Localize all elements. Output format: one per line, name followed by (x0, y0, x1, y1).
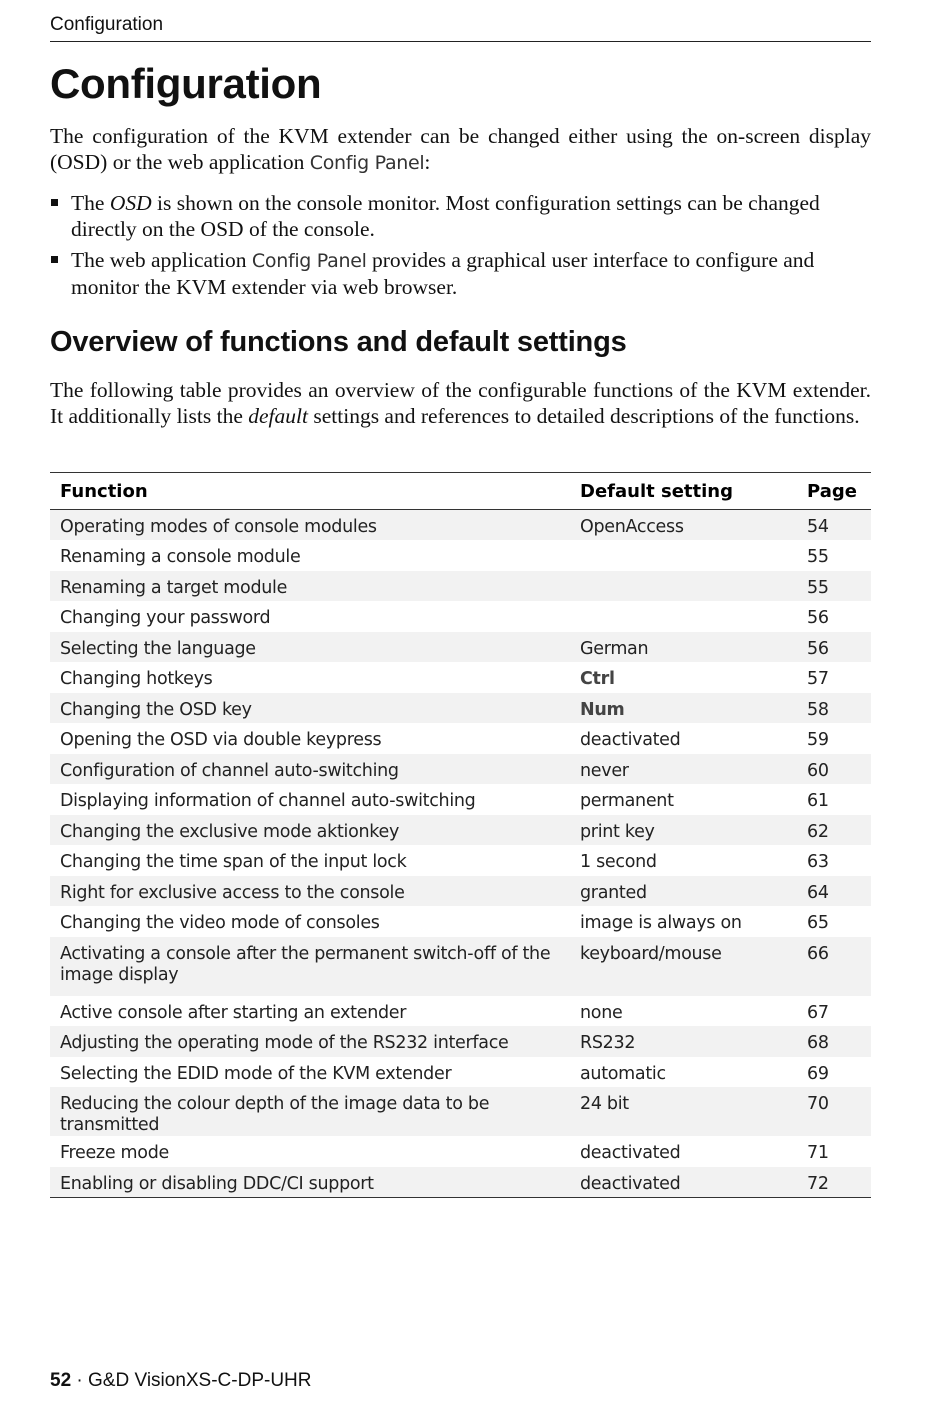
bullet-text: provides a graphical user interface to configure and monitor the KVM extender via web browser. (71, 248, 815, 299)
cell-page: 60 (797, 754, 871, 785)
cell-page: 64 (797, 876, 871, 907)
table-row (50, 510, 871, 541)
header-function: Function (50, 473, 570, 510)
cell-function: Opening the OSD via double keypress (60, 730, 382, 750)
cell-page: 71 (807, 1143, 829, 1163)
overview-text: settings and references to detailed descriptions of the functions. (307, 404, 860, 428)
page-footer (50, 1370, 312, 1392)
header-page: Page (797, 473, 871, 510)
cell-default-setting: Num (570, 693, 797, 724)
section-title: Overview of functions and default settings (50, 326, 627, 358)
cell-function: Displaying information of channel auto-switching (60, 791, 476, 811)
table-row (50, 906, 871, 937)
table-row (50, 1136, 871, 1167)
table-header-row (50, 473, 871, 510)
cell-function: Selecting the EDID mode of the KVM extender (60, 1063, 452, 1084)
header-rule (50, 41, 871, 42)
cell-page: 66 (797, 937, 871, 996)
bullet-square-icon (51, 199, 58, 206)
table-row (50, 601, 871, 632)
table-row (50, 723, 871, 754)
bullet-text: The web application (71, 248, 252, 272)
functions-table (50, 472, 871, 1198)
overview-paragraph (50, 377, 871, 429)
cell-function: Enabling or disabling DDC/CI support (50, 1167, 570, 1198)
cell-default-setting: granted (570, 876, 797, 907)
running-header: Configuration (50, 14, 164, 35)
cell-default-setting (570, 601, 797, 632)
bullet-text: The (71, 191, 110, 215)
cell-page: 65 (807, 913, 829, 933)
cell-default-setting: deactivated (580, 730, 681, 750)
cell-function: Configuration of channel auto-switching (50, 754, 570, 785)
cell-page: 72 (797, 1167, 871, 1198)
cell-page: 56 (797, 632, 871, 663)
footer-separator: · (71, 1370, 89, 1391)
cell-default-setting: German (570, 632, 797, 663)
intro-text-after: : (424, 150, 431, 174)
table-row (50, 876, 871, 907)
cell-default-setting (570, 571, 797, 602)
cell-function: Right for exclusive access to the console (50, 876, 570, 907)
footer-product: G&D VisionXS-C-DP-UHR (88, 1370, 312, 1391)
cell-page: 57 (807, 669, 829, 689)
table-body (50, 510, 871, 1198)
table-row (50, 693, 871, 724)
cell-function: Adjusting the operating mode of the RS232 interface (50, 1026, 570, 1057)
table-row (50, 632, 871, 663)
cell-default-setting: print key (570, 815, 797, 846)
cell-function: Changing hotkeys (60, 669, 213, 689)
table-row (50, 1026, 871, 1057)
intro-paragraph (50, 123, 871, 176)
cell-function: Changing the time span of the input lock (60, 852, 407, 872)
cell-default-setting: RS232 (570, 1026, 797, 1057)
table-row (50, 1087, 871, 1136)
cell-function: Selecting the language (50, 632, 570, 663)
cell-default-setting: none (580, 1002, 623, 1023)
bullet-list (50, 190, 871, 305)
bullet-square-icon (51, 256, 58, 263)
header-default-setting: Default setting (570, 473, 797, 510)
cell-page: 70 (797, 1087, 871, 1136)
cell-page: 55 (807, 547, 829, 567)
table-row (50, 784, 871, 815)
cell-function: Operating modes of console modules (50, 510, 570, 541)
cell-page: 61 (807, 791, 829, 811)
table-row (50, 571, 871, 602)
cell-default-setting: deactivated (580, 1143, 681, 1163)
table-row (50, 540, 871, 571)
cell-default-setting: 1 second (580, 852, 657, 872)
footer-page-number: 52 (50, 1370, 72, 1391)
cell-function: Changing the video mode of consoles (60, 913, 380, 933)
cell-page: 55 (797, 571, 871, 602)
cell-default-setting: Ctrl (580, 669, 615, 689)
cell-page: 59 (807, 730, 829, 750)
table-row (50, 662, 871, 693)
cell-function: Renaming a target module (50, 571, 570, 602)
intro-app-name: Config Panel (309, 152, 425, 174)
bullet-emphasis: OSD (109, 191, 152, 215)
cell-page: 62 (797, 815, 871, 846)
cell-default-setting: image is always on (580, 913, 742, 933)
page-title: Configuration (50, 60, 322, 107)
table-row (50, 754, 871, 785)
cell-default-setting: deactivated (570, 1167, 797, 1198)
overview-emphasis: default (248, 404, 308, 428)
cell-default-setting (570, 540, 797, 571)
table-row (50, 815, 871, 846)
cell-default-setting: 24 bit (570, 1087, 797, 1136)
cell-default-setting: never (570, 754, 797, 785)
bullet-text: is shown on the console monitor. Most configuration settings can be changed directly on the OSD of the console. (71, 191, 820, 241)
cell-page: 69 (807, 1063, 829, 1084)
cell-default-setting: automatic (580, 1063, 666, 1084)
cell-function: Changing the OSD key (50, 693, 570, 724)
bullet-item-osd (50, 190, 871, 242)
cell-function: Freeze mode (60, 1143, 169, 1163)
cell-function: Active console after starting an extender (60, 1002, 407, 1023)
cell-function: Renaming a console module (60, 547, 301, 567)
table-row (50, 845, 871, 876)
cell-page: 58 (797, 693, 871, 724)
overview-text: The following table provides an overview of the configurable functions of the KVM extender. It additionally lists the (50, 378, 871, 428)
cell-function: Changing your password (60, 608, 271, 628)
table-row (50, 937, 871, 996)
table-row (50, 1167, 871, 1198)
table-row (50, 996, 871, 1027)
cell-page: 68 (797, 1026, 871, 1057)
cell-page: 56 (807, 608, 829, 628)
cell-default-setting: permanent (580, 791, 674, 811)
table-row (50, 1057, 871, 1088)
cell-page: 67 (807, 1002, 829, 1023)
cell-page: 63 (807, 852, 829, 872)
cell-function: Reducing the colour depth of the image data to be transmitted (50, 1087, 570, 1136)
bullet-app-name: Config Panel (251, 250, 367, 272)
cell-default-setting: OpenAccess (570, 510, 797, 541)
intro-text-before: The configuration of the KVM extender can be changed either using the on-screen display (OSD) or the web application (50, 124, 871, 174)
cell-function: Activating a console after the permanent switch-off of the image display (50, 937, 570, 996)
cell-default-setting: keyboard/mouse (570, 937, 797, 996)
cell-function: Changing the exclusive mode aktionkey (50, 815, 570, 846)
bullet-item-config-panel (50, 247, 871, 300)
cell-page: 54 (797, 510, 871, 541)
